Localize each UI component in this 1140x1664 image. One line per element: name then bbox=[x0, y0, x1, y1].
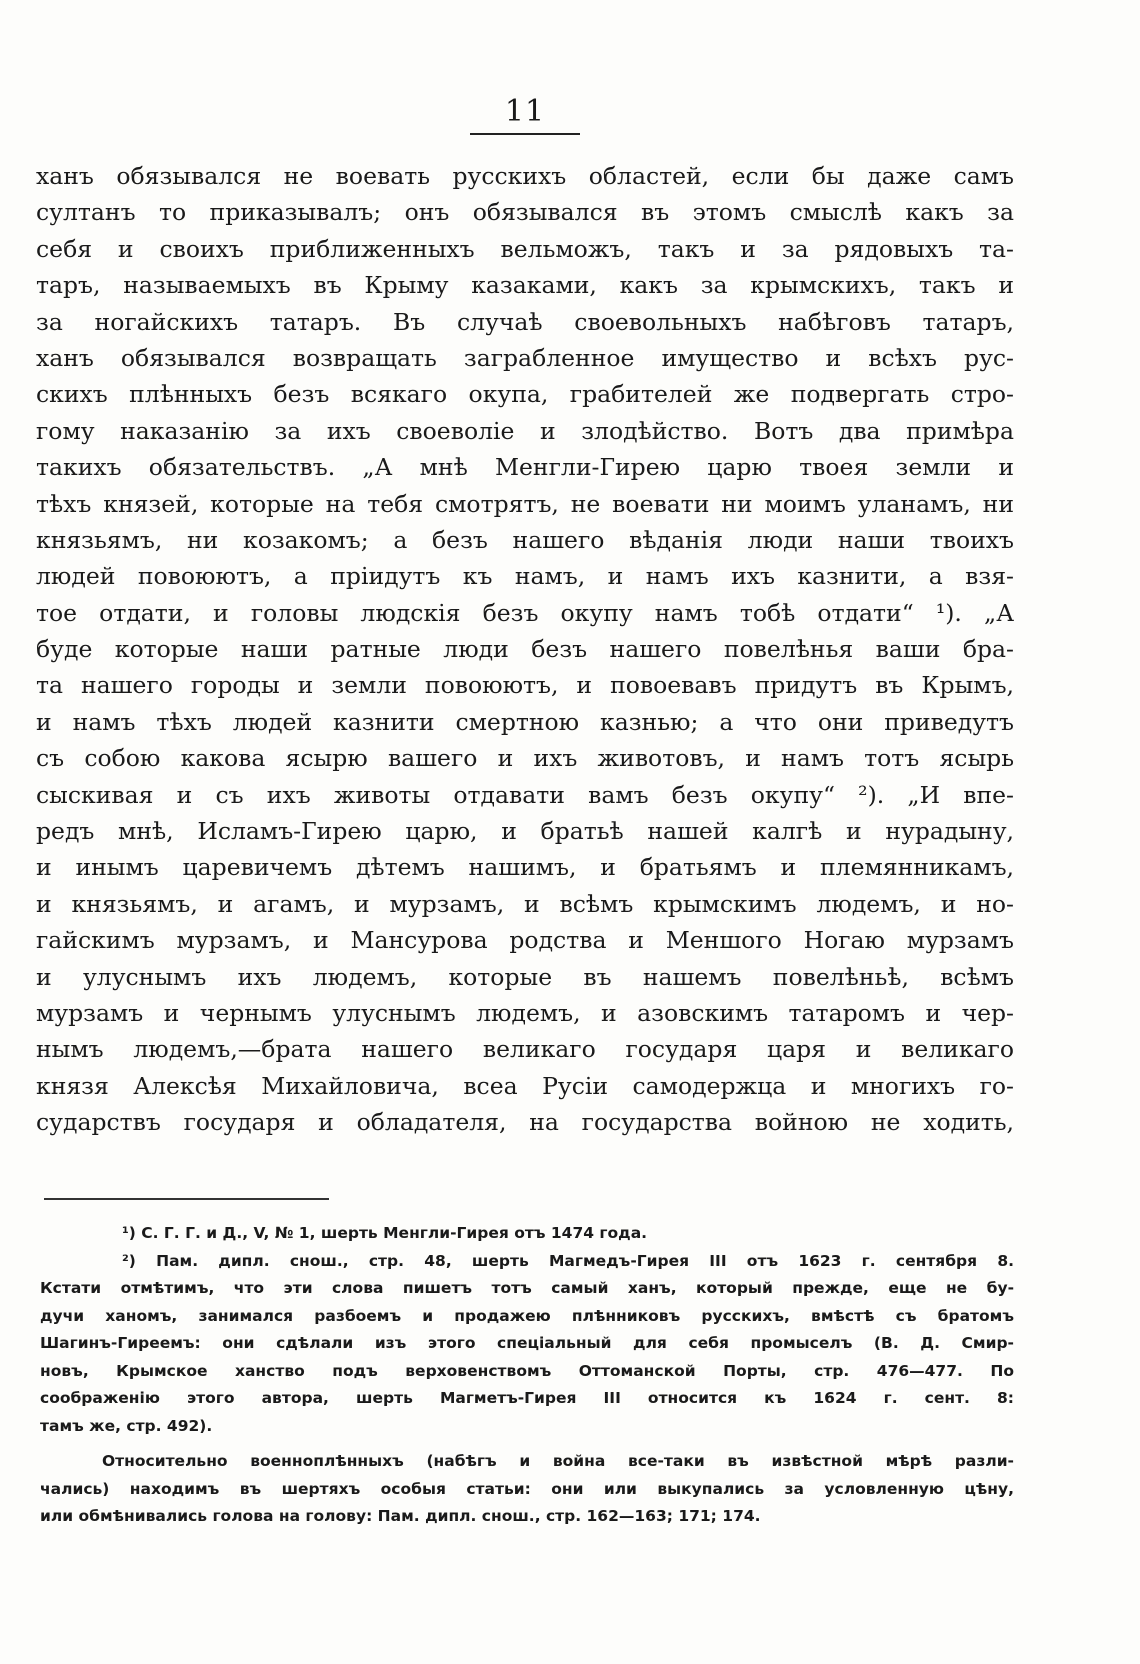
footnote-line: Кстати отмѣтимъ, что эти слова пишетъ тотъ самый ханъ, который прежде, еще не бу- bbox=[40, 1279, 1014, 1297]
text-line: ханъ обязывался возвращать заграбленное имущество и всѣхъ рус- bbox=[36, 343, 1014, 372]
page-number-underline bbox=[470, 133, 580, 135]
footnotes-block bbox=[40, 1220, 1014, 1531]
text-line: такихъ обязательствъ. „А мнѣ Менгли-Гирею царю твоея земли и bbox=[36, 453, 1014, 482]
footnote-line: ¹) С. Г. Г. и Д., V, № 1, шерть Менгли-Гирея отъ 1474 года. bbox=[122, 1224, 648, 1242]
text-line: князьямъ, ни козакомъ; а безъ нашего вѣданія люди наши твоихъ bbox=[36, 525, 1014, 554]
text-line: гайскимъ мурзамъ, и Мансурова родства и Меншого Ногаю мурзамъ bbox=[36, 926, 1014, 955]
text-line: ханъ обязывался не воевать русскихъ областей, если бы даже самъ bbox=[36, 162, 1014, 190]
text-line: и намъ тѣхъ людей казнити смертною казнью; а что они приведутъ bbox=[36, 707, 1014, 736]
text-line: нымъ людемъ,—брата нашего великаго государя царя и великаго bbox=[36, 1035, 1014, 1064]
text-line: гому наказанію за ихъ своеволіе и злодѣйство. Вотъ два примѣра bbox=[36, 416, 1014, 445]
text-line: и улуснымъ ихъ людемъ, которые въ нашемъ повелѣньѣ, всѣмъ bbox=[36, 962, 1014, 991]
text-line: съ собою какова ясырю вашего и ихъ животовъ, и намъ тотъ ясырь bbox=[36, 744, 1014, 773]
footnote-gap bbox=[40, 1440, 1014, 1448]
footnote-line: ²) Пам. дипл. снош., стр. 48, шерть Магмедъ-Гирея III отъ 1623 г. сентября 8. bbox=[122, 1251, 1014, 1270]
footnote-line: соображенію этого автора, шерть Магметъ-Гирея III относится къ 1624 г. сент. 8: bbox=[40, 1389, 1014, 1407]
footnote-line: чались) находимъ въ шертяхъ особыя статьи: они или выкупались за условленную цѣну, bbox=[40, 1479, 1014, 1498]
text-line: та нашего городы и земли повоюютъ, и повоевавъ придутъ въ Крымъ, bbox=[36, 671, 1014, 700]
text-line: себя и своихъ приближенныхъ вельможъ, такъ и за рядовыхъ та- bbox=[36, 234, 1014, 263]
text-line: таръ, называемыхъ въ Крыму казаками, какъ за крымскихъ, такъ и bbox=[36, 271, 1014, 300]
text-line: князя Алексѣя Михайловича, всеа Русіи самодержца и многихъ го- bbox=[36, 1071, 1014, 1100]
text-line: скихъ плѣнныхъ безъ всякаго окупа, грабителей же подвергать стро- bbox=[36, 380, 1014, 409]
footnote-line: дучи ханомъ, занимался разбоемъ и продажею плѣнниковъ русскихъ, вмѣстѣ съ братомъ bbox=[40, 1306, 1014, 1325]
footnote-separator bbox=[44, 1198, 329, 1200]
text-line: и инымъ царевичемъ дѣтемъ нашимъ, и братьямъ и племянникамъ, bbox=[36, 853, 1014, 882]
text-line: тѣхъ князей, которые на тебя смотрятъ, не воевати ни моимъ уланамъ, ни bbox=[36, 489, 1014, 518]
text-line: и князьямъ, и агамъ, и мурзамъ, и всѣмъ крымскимъ людемъ, и но- bbox=[36, 889, 1014, 918]
text-line: за ногайскихъ татаръ. Въ случаѣ своевольныхъ набѣговъ татаръ, bbox=[36, 307, 1014, 336]
text-line: сыскивая и съ ихъ животы отдавати вамъ безъ окупу“ ²). „И впе- bbox=[36, 780, 1014, 809]
text-line: редъ мнѣ, Исламъ-Гирею царю, и братьѣ нашей калгѣ и нурадыну, bbox=[36, 817, 1014, 846]
main-text-block bbox=[36, 158, 1014, 1141]
footnote-line: Относительно военноплѣнныхъ (набѣгъ и война все-таки въ извѣстной мѣрѣ разли- bbox=[102, 1452, 1014, 1470]
page-number: 11 bbox=[504, 94, 546, 129]
text-line: тое отдати, и головы людскія безъ окупу намъ тобѣ отдати“ ¹). „А bbox=[36, 598, 1014, 627]
footnote-line: Шагинъ-Гиреемъ: они сдѣлали изъ этого спеціальный для себя промыселъ (В. Д. Смир- bbox=[40, 1334, 1014, 1352]
text-line: людей повоюютъ, а пріидутъ къ намъ, и намъ ихъ казнити, а взя- bbox=[36, 562, 1014, 591]
footnote-line: тамъ же, стр. 492). bbox=[40, 1416, 213, 1435]
text-line: буде которые наши ратные люди безъ нашего повелѣнья ваши бра- bbox=[36, 635, 1014, 664]
text-line: мурзамъ и чернымъ улуснымъ людемъ, и азовскимъ татаромъ и чер- bbox=[36, 998, 1014, 1027]
footnote-line: или обмѣнивались голова на голову: Пам. дипл. снош., стр. 162—163; 171; 174. bbox=[40, 1507, 761, 1525]
text-line: султанъ то приказывалъ; онъ обязывался въ этомъ смыслѣ какъ за bbox=[36, 198, 1014, 227]
footnote-line: новъ, Крымское ханство подъ верховенствомъ Оттоманской Порты, стр. 476—477. По bbox=[40, 1361, 1014, 1380]
text-line: сударствъ государя и обладателя, на государства войною не ходить, bbox=[36, 1108, 1014, 1137]
